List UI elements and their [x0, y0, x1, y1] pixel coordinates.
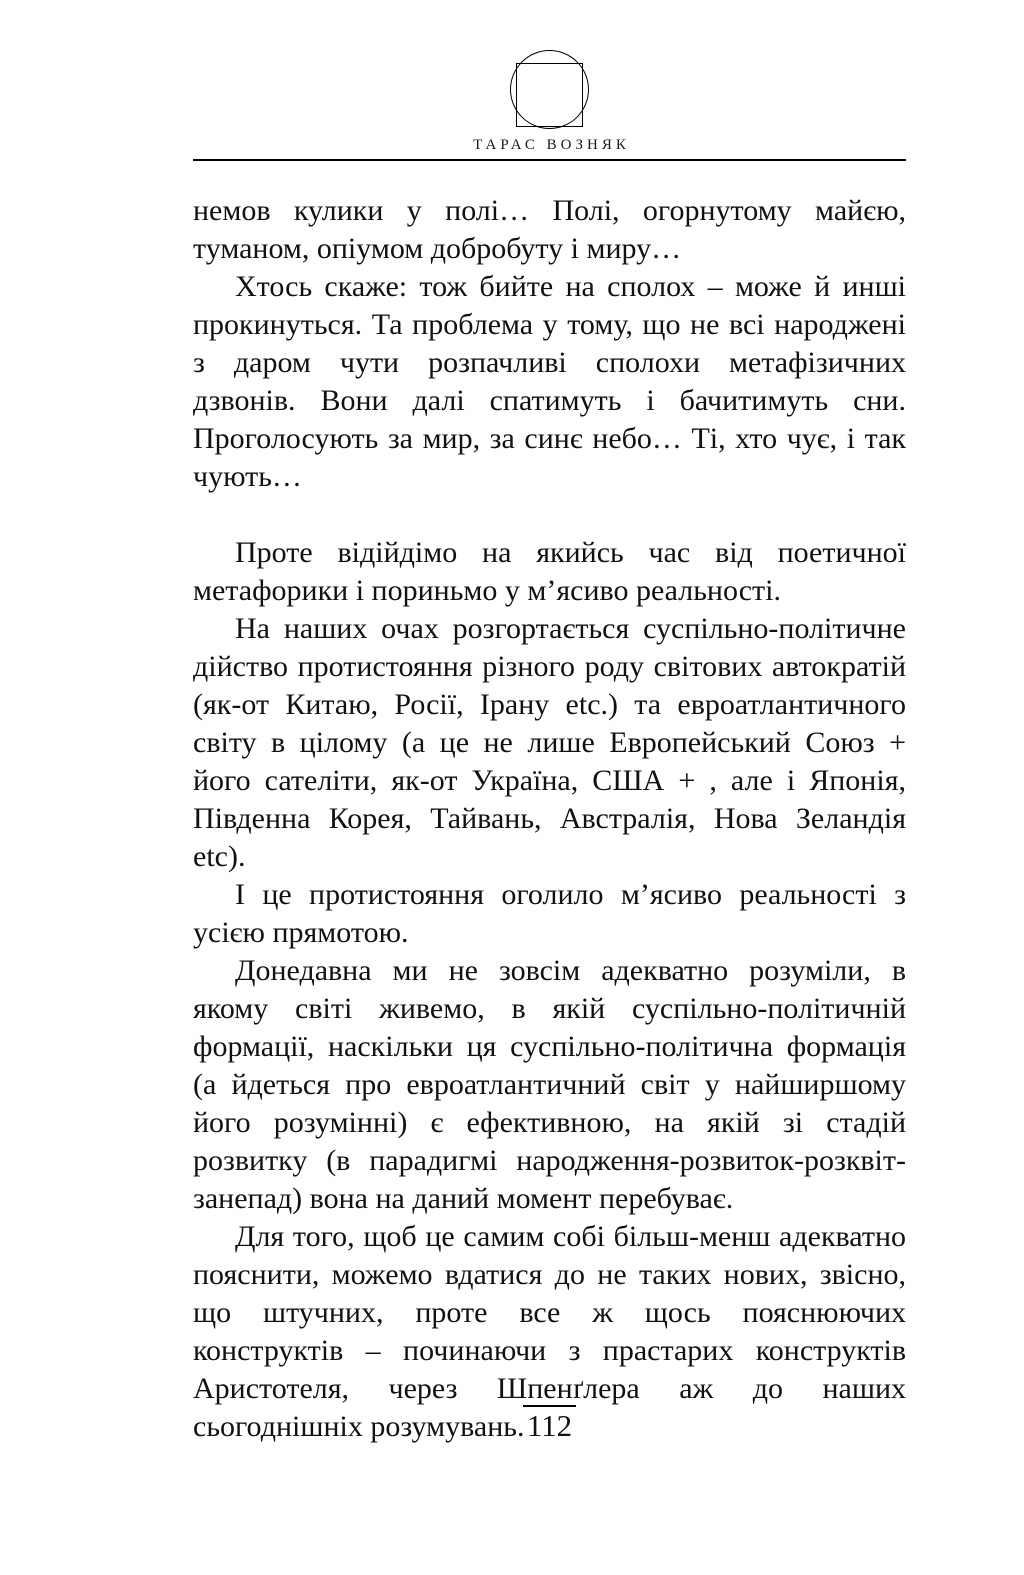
logo-square-icon [516, 63, 583, 127]
author-header: ТАРАС ВОЗНЯК [473, 137, 630, 153]
page-footer [193, 1405, 906, 1443]
body-text [193, 192, 906, 1446]
page-content [193, 0, 906, 1446]
body-paragraph: Донедавна ми не зовсім адекватно розуміли, в якому світі живемо, в якій суспільно-політичній формації, наскільки ця суспільно-політична формація (а йдеться про евроатлантичний світ у найширшому його розумінні) є ефективною, на якій зі стадій розвитку (в парадигмі народження-розвиток-розквіт-занепад) вона на даний момент перебуває. [193, 954, 906, 1215]
body-paragraph: І це протистояння оголило м’ясиво реальності з усією прямотою. [193, 878, 906, 949]
body-paragraph: На наших очах розгортається суспільно-політичне дійство протистояння різного роду світових автократій (як-от Китаю, Росії, Ірану etc.) та евроатлантичного світу в цілому (а це не лише Европейський Союз + його сателіти, як-от Україна, США + , але і Японія, Південна Корея, Тайвань, Австралія, Нова Зеландія etc). [193, 612, 906, 873]
body-paragraph: Для того, щоб це самим собі більш-менш адекватно пояснити, можемо вдатися до не таких нових, звісно, що штучних, проте все ж щось пояснюючих конструктів – починаючи з прастарих конструктів Аристотеля, через Шпенґлера аж до наших сьогоднішніх розумувань. [193, 1220, 906, 1443]
publisher-logo [510, 50, 590, 130]
body-paragraph: Проте відійдімо на якийсь час від поетичної метафорики і пориньмо у м’ясиво реальності. [193, 536, 906, 607]
page-number: 112 [523, 1405, 576, 1443]
header-rule [193, 159, 906, 161]
body-paragraph: Хтось скаже: тож бийте на сполох – може й инші прокинуться. Та проблема у тому, що не всі народжені з даром чути розпачливі сполохи метафізичних дзвонів. Вони далі спатимуть і бачитимуть сни. Проголосують за мир, за синє небо… Ті, хто чує, і так чують… [193, 270, 906, 493]
body-paragraph: немов кулики у полі… Полі, огорнутому майєю, туманом, опіумом добробуту і миру… [193, 194, 906, 265]
